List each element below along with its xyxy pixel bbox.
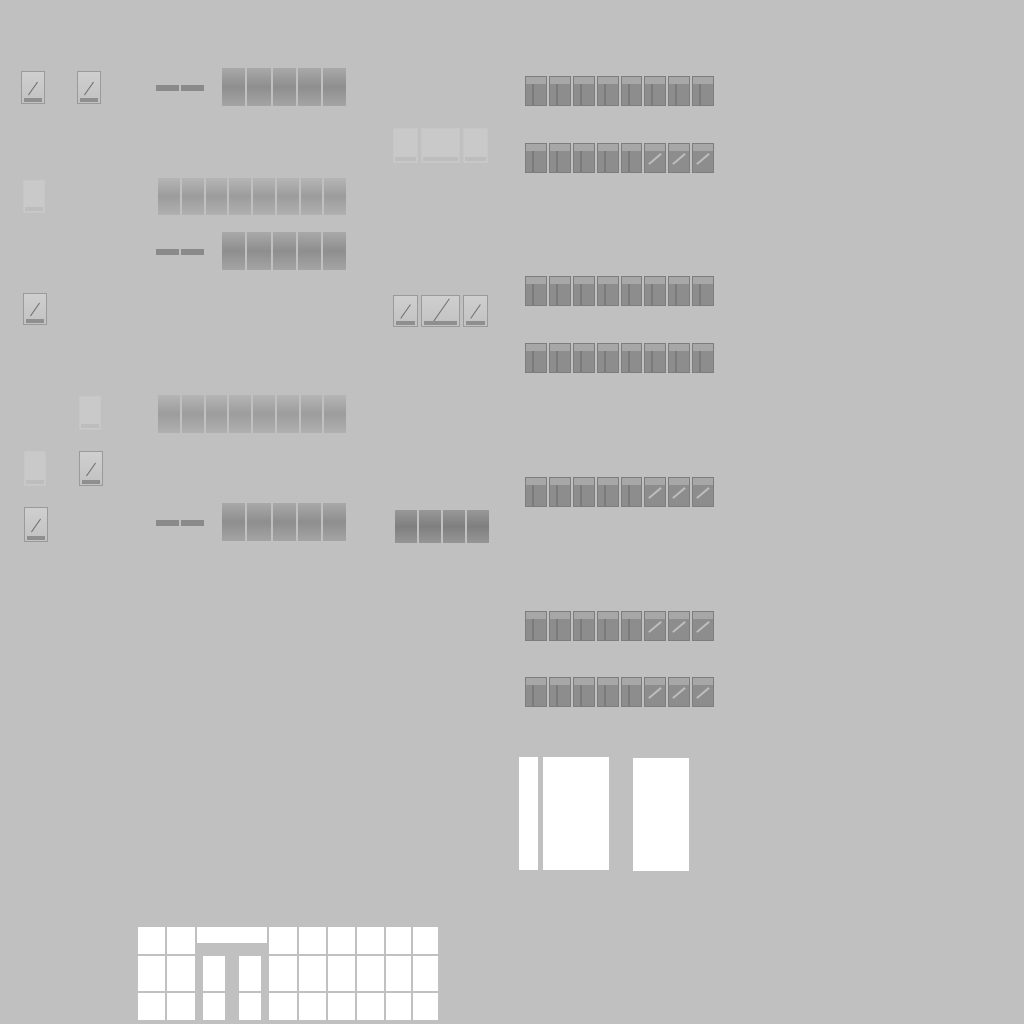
strip-cell	[644, 677, 666, 707]
grid-tile	[299, 956, 326, 991]
strip-cell	[692, 677, 714, 707]
strip-cell	[597, 611, 619, 641]
strip-cell	[323, 68, 346, 106]
grid-tile	[386, 956, 411, 991]
grid-tile-pair	[197, 993, 267, 1020]
strip-cell	[182, 395, 204, 433]
strip-cell	[156, 232, 179, 270]
strip-cell	[247, 232, 270, 270]
strip-cell	[229, 178, 251, 215]
grid-tile	[167, 956, 195, 991]
strip-cell	[206, 395, 228, 433]
strip-cell	[206, 178, 228, 215]
slash-icon	[23, 293, 47, 325]
strip-cell	[467, 510, 489, 543]
strip-cell	[644, 611, 666, 641]
grid-tile	[386, 993, 411, 1020]
strip-cell	[668, 677, 690, 707]
grid-tile	[299, 927, 326, 954]
strip-cell	[692, 76, 714, 106]
strip-cell	[692, 276, 714, 306]
strip-cell	[621, 477, 643, 507]
strip-gap	[206, 68, 220, 106]
strip-cell	[668, 611, 690, 641]
strip-cell	[324, 178, 346, 215]
grid-tile	[357, 993, 384, 1020]
strip-cell	[323, 232, 346, 270]
strip-cell	[324, 395, 346, 433]
strip-cell	[156, 68, 179, 106]
strip-cell	[597, 477, 619, 507]
strip-cell	[668, 76, 690, 106]
strip-cell	[549, 76, 571, 106]
strip-cell	[597, 343, 619, 373]
strip-cell	[525, 343, 547, 373]
slash-icon	[421, 295, 460, 327]
faint-tile-icon	[24, 451, 46, 486]
slash-icon	[463, 295, 488, 327]
strip-cell	[222, 232, 245, 270]
strip-cell	[298, 232, 321, 270]
grid-tile	[167, 927, 195, 954]
grid-tile	[138, 993, 165, 1020]
strip-cell	[549, 343, 571, 373]
white-panel-narrow	[519, 757, 538, 870]
strip-cell	[181, 503, 204, 541]
strip-cell	[273, 232, 296, 270]
strip-cell	[573, 611, 595, 641]
strip-cell	[277, 395, 299, 433]
strip-cell	[181, 232, 204, 270]
strip-cell	[621, 677, 643, 707]
grid-tile	[269, 993, 297, 1020]
strip-cell	[277, 178, 299, 215]
strip-cell	[156, 503, 179, 541]
strip-cell	[301, 178, 323, 215]
strip-cell	[181, 68, 204, 106]
grid-tile-pair	[197, 956, 267, 991]
strip-cell	[247, 68, 270, 106]
grid-tile	[299, 993, 326, 1020]
strip-cell	[644, 276, 666, 306]
slash-icon	[77, 71, 101, 104]
grid-tile	[413, 993, 438, 1020]
strip-cell	[692, 611, 714, 641]
strip-cell	[253, 178, 275, 215]
strip-cell	[573, 343, 595, 373]
strip-cell	[158, 395, 180, 433]
white-panel	[543, 757, 609, 870]
button-strip	[525, 343, 714, 373]
strip-cell	[222, 503, 245, 541]
strip-cell	[668, 343, 690, 373]
strip-cell	[298, 503, 321, 541]
strip-cell	[573, 477, 595, 507]
scrollbar-strip	[156, 503, 346, 541]
strip-gap	[206, 503, 220, 541]
strip-cell	[692, 343, 714, 373]
strip-cell	[301, 395, 323, 433]
strip-cell	[621, 611, 643, 641]
strip-cell	[549, 611, 571, 641]
scrollbar-strip-light	[158, 395, 346, 433]
grid-tile	[138, 927, 165, 954]
strip-cell	[443, 510, 465, 543]
strip-cell	[597, 276, 619, 306]
grid-tile-top-bar	[197, 927, 267, 954]
dark-button-strip	[395, 510, 489, 543]
scrollbar-strip-light	[158, 178, 346, 215]
strip-cell	[597, 143, 619, 173]
grid-tile	[328, 927, 355, 954]
faint-tile-icon	[463, 128, 488, 163]
faint-tile-icon	[393, 128, 418, 163]
strip-cell	[621, 143, 643, 173]
strip-cell	[668, 276, 690, 306]
strip-cell	[525, 143, 547, 173]
grid-tile	[357, 927, 384, 954]
strip-cell	[525, 611, 547, 641]
strip-cell	[222, 68, 245, 106]
strip-cell	[549, 143, 571, 173]
strip-cell	[273, 503, 296, 541]
strip-cell	[395, 510, 417, 543]
strip-cell	[182, 178, 204, 215]
strip-cell	[644, 343, 666, 373]
strip-cell	[573, 76, 595, 106]
grid-tile	[328, 993, 355, 1020]
scrollbar-strip	[156, 68, 346, 106]
slash-icon	[79, 451, 103, 486]
strip-cell	[573, 143, 595, 173]
slash-icon	[24, 507, 48, 542]
faint-tile-group	[393, 128, 488, 163]
slash-icon	[21, 71, 45, 104]
button-strip	[525, 477, 714, 507]
grid-tile	[138, 956, 165, 991]
faint-tile-icon	[79, 396, 101, 430]
strip-cell	[692, 143, 714, 173]
strip-cell	[525, 477, 547, 507]
strip-cell	[525, 677, 547, 707]
slash-icon	[393, 295, 418, 327]
white-tile-grid	[138, 927, 438, 1020]
strip-cell	[644, 143, 666, 173]
slash-icon-group	[393, 295, 488, 327]
strip-cell	[597, 76, 619, 106]
grid-tile	[167, 993, 195, 1020]
grid-tile	[357, 956, 384, 991]
faint-tile-icon	[421, 128, 460, 163]
grid-tile	[269, 956, 297, 991]
button-strip	[525, 76, 714, 106]
strip-cell	[549, 477, 571, 507]
strip-cell	[692, 477, 714, 507]
strip-cell	[323, 503, 346, 541]
strip-cell	[621, 276, 643, 306]
grid-tile	[386, 927, 411, 954]
white-panel	[633, 758, 689, 871]
strip-gap	[206, 232, 220, 270]
strip-cell	[158, 178, 180, 215]
button-strip	[525, 143, 714, 173]
strip-cell	[525, 276, 547, 306]
button-strip	[525, 276, 714, 306]
button-strip	[525, 611, 714, 641]
grid-tile	[413, 927, 438, 954]
strip-cell	[549, 677, 571, 707]
faint-tile-icon	[23, 180, 45, 213]
strip-cell	[298, 68, 321, 106]
strip-cell	[668, 143, 690, 173]
grid-tile	[413, 956, 438, 991]
strip-cell	[573, 276, 595, 306]
strip-cell	[525, 76, 547, 106]
strip-cell	[549, 276, 571, 306]
strip-cell	[597, 677, 619, 707]
strip-cell	[668, 477, 690, 507]
strip-cell	[573, 677, 595, 707]
strip-cell	[229, 395, 251, 433]
strip-cell	[247, 503, 270, 541]
strip-cell	[644, 477, 666, 507]
scrollbar-strip	[156, 232, 346, 270]
button-strip	[525, 677, 714, 707]
strip-cell	[419, 510, 441, 543]
strip-cell	[621, 76, 643, 106]
strip-cell	[253, 395, 275, 433]
strip-cell	[273, 68, 296, 106]
grid-tile	[328, 956, 355, 991]
grid-tile	[269, 927, 297, 954]
strip-cell	[644, 76, 666, 106]
strip-cell	[621, 343, 643, 373]
